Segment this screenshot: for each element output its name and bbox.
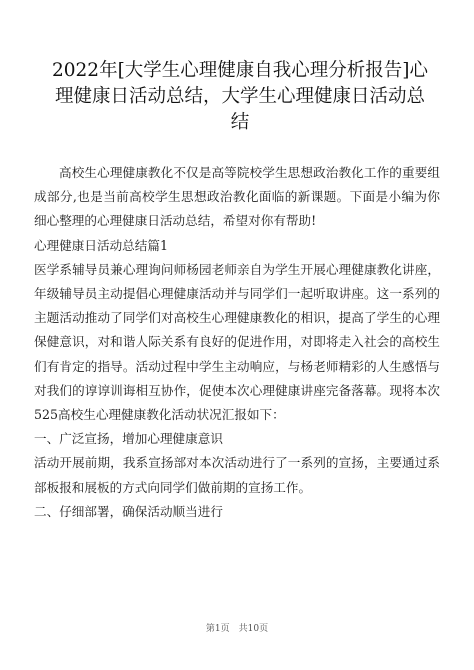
page-number-footer: 第1页 共10页 xyxy=(205,624,269,634)
paragraph-lecture: 医学系辅导员兼心理询问师杨园老师亲自为学生开展心理健康教化讲座，年级辅导员主动提倡心理健康活动并与同学们一起听取讲座。这一系列的主题活动推动了同学们对高校生心理健康教化的相识，提高了学生的心理保健意识，对和谐人际关系有良好的促进作用，对即将走入社会的高校生们有肯定的指导。活动过程中学生主动响应，与杨老师精彩的人生感悟与对我们的谆谆训诲相互协作，促使本次心理健康讲座完备落幕。现将本次525高校生心理健康教化活动状况汇报如下： xyxy=(34,261,440,423)
paragraph-publicity: 活动开展前期，我系宣扬部对本次活动进行了一系列的宣扬，主要通过系部板报和展板的方式向同学们做前期的宣扬工作。 xyxy=(34,455,440,495)
document-title: 2022年[大学生心理健康自我心理分析报告]心理健康日活动总结，大学生心理健康日活动总结 xyxy=(51,60,429,133)
subsection-heading-1: 一、广泛宣扬，增加心理健康意识 xyxy=(34,431,223,447)
subsection-heading-2: 二、仔细部署，确保活动顺当进行 xyxy=(34,503,223,519)
document-body xyxy=(34,161,440,524)
section-heading: 心理健康日活动总结篇1 xyxy=(34,237,168,253)
paragraph-intro: 高校生心理健康教化不仅是高等院校学生思想政治教化工作的重要组成部分,也是当前高校学生思想政治教化面临的新课题。下面是小编为你细心整理的心理健康日活动总结，希望对你有帮助! xyxy=(34,165,440,229)
